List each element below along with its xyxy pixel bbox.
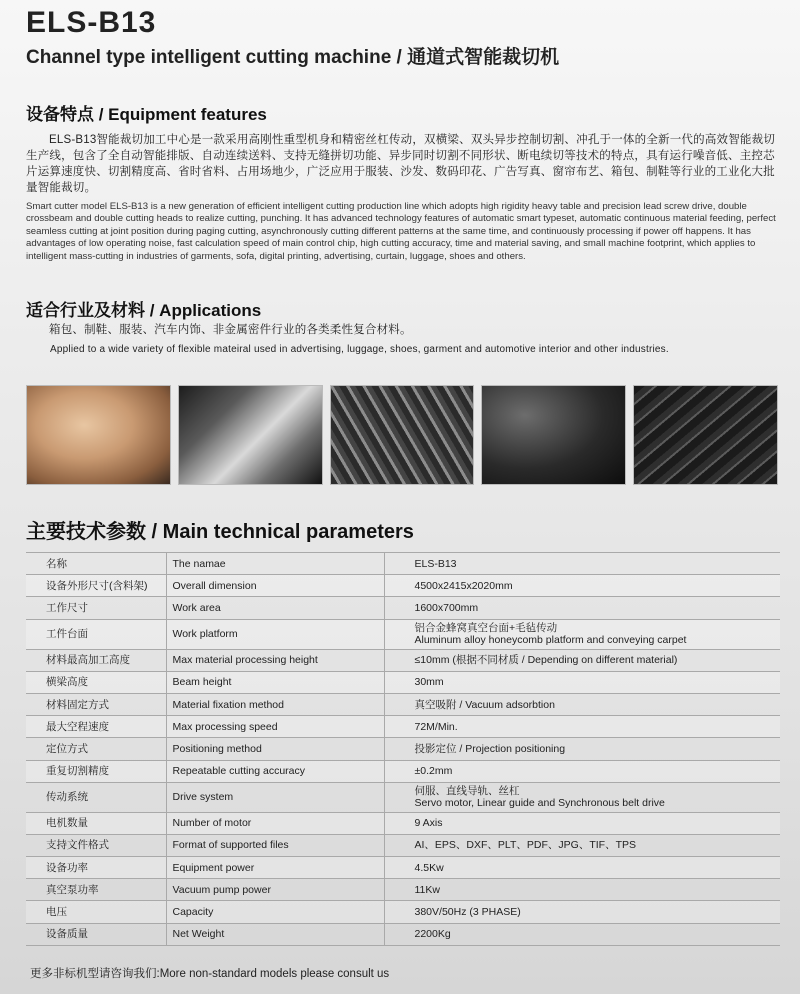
param-value <box>384 693 780 715</box>
param-value-line: 72M/Min. <box>414 720 458 733</box>
param-name-en: Vacuum pump power <box>166 879 384 901</box>
param-value <box>384 812 780 834</box>
applications-text-cn: 箱包、制鞋、服装、汽车内饰、非金属密件行业的各类柔性复合材料。 <box>49 324 412 336</box>
param-value-line: ≤10mm (根据不同材质 / Depending on different material) <box>414 654 678 667</box>
table-row <box>26 879 780 901</box>
footer-note: 更多非标机型请咨询我们:More non-standard models please consult us <box>30 968 390 980</box>
param-value <box>384 716 780 738</box>
param-value-line: 投影定位 / Projection positioning <box>414 742 566 755</box>
param-value-line: 380V/50Hz (3 PHASE) <box>414 906 521 919</box>
param-name-cn: 电压 <box>26 901 166 923</box>
param-name-en: Repeatable cutting accuracy <box>166 760 384 782</box>
param-name-en: Overall dimension <box>166 575 384 597</box>
features-text-cn: ELS-B13智能裁切加工中心是一款采用高刚性重型机身和精密丝杠传动，双横梁、双头异步控制切割、冲孔于一体的全新一代的高效智能裁切生产线，包含了全自动智能排版、自动连续送料、支持无缝拼切功能、异步同时切割不同形状、断电续切等技术的特点，具有运行噪音低、主控芯片运算速度快、切割精度高、省时省料、占用场地少，广泛应用于服装、沙发、数码印花、广告写真、窗帘布艺、箱包、制鞋等行业的工业化大批量智能裁切。 <box>26 134 776 194</box>
param-name-cn: 工作尺寸 <box>26 597 166 619</box>
table-row <box>26 671 780 693</box>
param-value <box>384 923 780 945</box>
features-text-en: Smart cutter model ELS-B13 is a new generation of efficient intelligent cutting production line which adopts high rigidity heavy table and precision lead screw drive, double crossbeam and double cutting heads to realize cutting, punching. It has advanced technology features of automatic smart typeset, automatic continuous material feeding, perfect seamless cutting at joint position during paging cutting, asynchronously cutting different patterns at the same time, and continuously processing if power off happens. It has advantages of low operating noise, fast calculation speed of main control chip, high cutting accuracy, time and material saving, and small machine footprint, which applies to intelligent mass-cutting in industries of garments, sofa, digital printing, advertising, curtain, luggage, shoes and others. <box>26 201 776 262</box>
product-subtitle: Channel type intelligent cutting machine / 通道式智能裁切机 <box>26 47 560 68</box>
param-name-cn: 设备功率 <box>26 857 166 879</box>
table-row <box>26 649 780 671</box>
param-name-cn: 材料最高加工高度 <box>26 649 166 671</box>
param-name-cn: 定位方式 <box>26 738 166 760</box>
param-name-cn: 重复切割精度 <box>26 760 166 782</box>
table-row <box>26 901 780 923</box>
param-name-cn: 工件台面 <box>26 619 166 649</box>
param-value-line: 伺服、直线导轨、丝杠 <box>414 785 520 798</box>
table-row <box>26 597 780 619</box>
table-row <box>26 857 780 879</box>
table-row <box>26 782 780 812</box>
sample-photo-foam-parts <box>26 385 171 485</box>
param-name-en: Format of supported files <box>166 834 384 856</box>
param-value-line-2: Aluminum alloy honeycomb platform and conveying carpet <box>414 634 687 647</box>
param-name-en: Equipment power <box>166 857 384 879</box>
params-heading: 主要技术参数 / Main technical parameters <box>26 521 414 543</box>
sample-photos <box>26 385 778 485</box>
applications-text-en: Applied to a wide variety of flexible mateiral used in advertising, luggage, shoes, garment and automotive interior and other industries. <box>50 344 669 355</box>
param-value <box>384 553 780 575</box>
param-value <box>384 619 780 649</box>
table-row <box>26 834 780 856</box>
param-name-en: Max material processing height <box>166 649 384 671</box>
param-value <box>384 738 780 760</box>
param-value <box>384 575 780 597</box>
param-value-line: 2200Kg <box>414 928 451 941</box>
table-row <box>26 738 780 760</box>
param-name-cn: 传动系统 <box>26 782 166 812</box>
model-title: ELS-B13 <box>26 6 157 39</box>
param-value-line-2: Servo motor, Linear guide and Synchronous belt drive <box>414 797 665 810</box>
param-name-en: Material fixation method <box>166 693 384 715</box>
sample-photo-shoe-insoles <box>178 385 323 485</box>
header <box>26 6 559 69</box>
param-name-en: Drive system <box>166 782 384 812</box>
param-value-line: 真空吸附 / Vacuum adsorbtion <box>414 698 555 711</box>
param-value-line: ELS-B13 <box>414 557 457 570</box>
param-value-line: 4.5Kw <box>414 861 444 874</box>
param-value-line: 11Kw <box>414 883 440 896</box>
param-name-en: Positioning method <box>166 738 384 760</box>
param-name-cn: 名称 <box>26 553 166 575</box>
sample-photo-cut-shapes <box>481 385 626 485</box>
params-section <box>26 515 780 946</box>
table-row <box>26 575 780 597</box>
applications-heading: 适合行业及材料 / Applications <box>26 301 262 320</box>
table-row <box>26 812 780 834</box>
param-name-cn: 电机数量 <box>26 812 166 834</box>
param-value <box>384 671 780 693</box>
param-value <box>384 597 780 619</box>
param-name-cn: 材料固定方式 <box>26 693 166 715</box>
table-row <box>26 553 780 575</box>
param-name-en: Net Weight <box>166 923 384 945</box>
table-row <box>26 923 780 945</box>
param-name-cn: 横梁高度 <box>26 671 166 693</box>
param-name-cn: 设备质量 <box>26 923 166 945</box>
param-name-cn: 支持文件格式 <box>26 834 166 856</box>
param-name-en: Max processing speed <box>166 716 384 738</box>
param-name-cn: 设备外形尺寸(含料架) <box>26 575 166 597</box>
param-value <box>384 901 780 923</box>
sample-photo-stacked-pieces <box>330 385 475 485</box>
param-value-line: 4500x2415x2020mm <box>414 579 513 592</box>
param-value <box>384 879 780 901</box>
param-value-line: 1600x700mm <box>414 601 479 614</box>
param-value-line: ±0.2mm <box>414 765 453 778</box>
params-table <box>26 552 780 946</box>
param-name-cn: 最大空程速度 <box>26 716 166 738</box>
table-row <box>26 760 780 782</box>
table-row <box>26 693 780 715</box>
param-value <box>384 649 780 671</box>
param-value <box>384 782 780 812</box>
param-name-en: Beam height <box>166 671 384 693</box>
param-name-en: Work area <box>166 597 384 619</box>
param-value-line: 9 Axis <box>414 817 443 830</box>
table-row <box>26 619 780 649</box>
param-value <box>384 857 780 879</box>
param-name-en: Capacity <box>166 901 384 923</box>
param-name-cn: 真空泵功率 <box>26 879 166 901</box>
param-value-line: AI、EPS、DXF、PLT、PDF、JPG、TIF、TPS <box>414 839 636 852</box>
param-value-line: 30mm <box>414 676 444 689</box>
features-heading: 设备特点 / Equipment features <box>26 105 267 124</box>
param-value <box>384 760 780 782</box>
sample-photo-layered-material <box>633 385 778 485</box>
param-name-en: Number of motor <box>166 812 384 834</box>
param-name-en: Work platform <box>166 619 384 649</box>
table-row <box>26 716 780 738</box>
param-value-line: 铝合金蜂窝真空台面+毛毡传动 <box>414 622 558 635</box>
param-value <box>384 834 780 856</box>
param-name-en: The namae <box>166 553 384 575</box>
